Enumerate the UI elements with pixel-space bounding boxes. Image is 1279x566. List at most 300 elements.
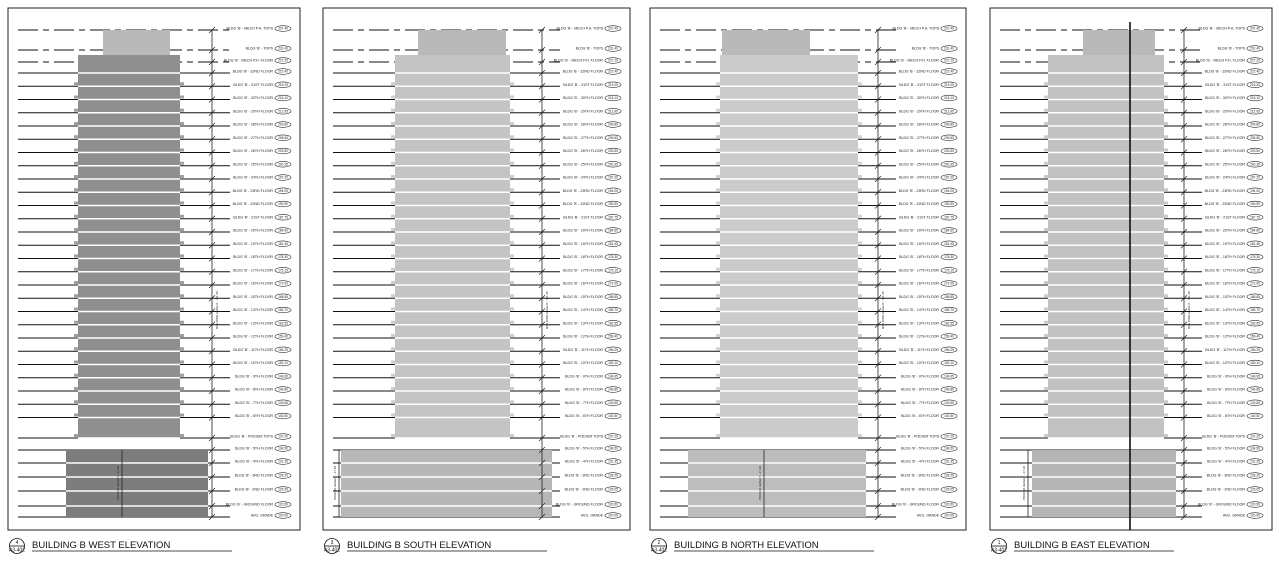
level-label: BLDG 'B' - GROUND FLOOR: [225, 502, 273, 507]
level-label: BLDG 'B' - 32ND FLOOR: [898, 69, 939, 74]
elevation-tag-value: 149.95: [944, 374, 954, 379]
elevation-tag-value: 153.10: [944, 361, 954, 366]
elevation-tag-value: 137.20: [608, 434, 618, 439]
level-label: BLDG 'B' - 27TH FLOOR: [899, 135, 939, 140]
level-label: BLDG 'B' - 23RD FLOOR: [1204, 188, 1245, 193]
level-label: BLDG 'B' - 11TH FLOOR: [563, 347, 603, 352]
elevation-tag-value: 184.60: [944, 228, 954, 233]
elevation-tag-value: 125.05: [1250, 487, 1260, 492]
elevation-tag-value: 178.30: [944, 255, 954, 260]
level-label: BLDG 'B' - 28TH FLOOR: [1205, 122, 1245, 127]
level-label: BLDG 'B' - 14TH FLOOR: [1205, 308, 1245, 313]
balcony-edge: [391, 215, 514, 218]
elevation-tag-value: 168.85: [1250, 294, 1260, 299]
mech-penthouse: [722, 30, 810, 55]
balcony-edge: [74, 135, 184, 138]
elevation-tag-value: 237.40: [944, 26, 954, 31]
elevation-tag-value: 227.20: [944, 58, 954, 63]
level-label: BLDG 'B' - 10TH FLOOR: [233, 361, 273, 366]
level-label: BLDG 'B' - 29TH FLOOR: [563, 109, 603, 114]
elevation-tag-value: 168.85: [278, 294, 288, 299]
level-label: BLDG 'B' - 17TH FLOOR: [563, 268, 603, 273]
elevation-tag-value: 159.40: [608, 334, 618, 339]
level-label: BLDG 'B' - 23RD FLOOR: [562, 188, 603, 193]
elevation-tag-value: 149.95: [278, 374, 288, 379]
level-label: BLDG 'B' - 25TH FLOOR: [1205, 162, 1245, 167]
level-label: BLDG 'B' - MECH P.H. FLOOR: [1195, 58, 1245, 63]
balcony-edge: [716, 361, 862, 364]
elevation-tag-value: 149.95: [1250, 374, 1260, 379]
elevation-tag-value: 194.05: [278, 188, 288, 193]
level-label: BLDG 'B' - 18TH FLOOR: [563, 255, 603, 260]
elevation-tag-value: 187.75: [944, 215, 954, 220]
level-label: BLDG 'B' - 18TH FLOOR: [233, 255, 273, 260]
level-label: BLDG 'B' - 6TH FLOOR: [565, 414, 603, 419]
balcony-edge: [74, 149, 184, 152]
level-label: BLDG 'B' - 11TH FLOOR: [1205, 347, 1245, 352]
elevation-title: BUILDING B EAST ELEVATION: [1014, 540, 1150, 551]
mech-penthouse: [1083, 30, 1155, 55]
elevation-tag-value: 156.25: [1250, 347, 1260, 352]
elevation-tag-value: 162.55: [944, 321, 954, 326]
elevation-tag-value: 227.20: [608, 58, 618, 63]
balcony-edge: [716, 202, 862, 205]
elevation-tag-value: 212.95: [278, 109, 288, 114]
level-label: BLDG 'B' - 21ST FLOOR: [563, 215, 603, 220]
elevation-tag-value: 216.10: [1250, 96, 1260, 101]
level-label: BLDG 'B' - 27TH FLOOR: [233, 135, 273, 140]
elevation-tag-value: 200.35: [278, 162, 288, 167]
elevation-panel-1: [990, 8, 1272, 554]
balcony-edge: [391, 255, 514, 258]
elevation-tag-value: 222.40: [1250, 69, 1260, 74]
level-label: BLDG 'B' - 21ST FLOOR: [899, 215, 939, 220]
elevation-tag-value: 227.20: [1250, 58, 1260, 63]
balcony-edge: [74, 96, 184, 99]
elevation-tag-value: 197.20: [944, 175, 954, 180]
level-label: BLDG 'B' - GROUND FLOOR: [891, 502, 939, 507]
balcony-edge: [1044, 334, 1168, 337]
level-label: BLDG 'B' - GROUND FLOOR: [555, 502, 603, 507]
balcony-edge: [716, 96, 862, 99]
balcony-edge: [74, 268, 184, 271]
level-label: BLDG 'B' - 6TH FLOOR: [235, 414, 273, 419]
elevation-tag-value: 143.65: [944, 400, 954, 405]
elevation-tag-value: 219.25: [1250, 82, 1260, 87]
balcony-edge: [716, 241, 862, 244]
balcony-edge: [74, 294, 184, 297]
elevation-tag-value: 172.00: [944, 281, 954, 286]
level-label: BLDG 'B' - 2ND FLOOR: [1206, 487, 1245, 492]
elevation-tag-value: 237.40: [278, 26, 288, 31]
balcony-edge: [391, 387, 514, 390]
level-label: BLDG 'B' - 22ND FLOOR: [562, 202, 603, 207]
balcony-edge: [716, 321, 862, 324]
level-label: BLDG 'B' - 11TH FLOOR: [233, 347, 273, 352]
elevation-tag-value: 175.15: [278, 268, 288, 273]
elevation-tag-value: 184.60: [1250, 228, 1260, 233]
level-label: BLDG 'B' - 10TH FLOOR: [563, 361, 603, 366]
level-label: BLDG 'B' - 16TH FLOOR: [233, 281, 273, 286]
elevation-tag-value: 197.20: [1250, 175, 1260, 180]
view-number: 4: [15, 540, 19, 546]
level-label: BLDG 'B' - 12TH FLOOR: [233, 334, 273, 339]
level-label: BLDG 'B' - 30TH FLOOR: [1205, 96, 1245, 101]
podium-height-label: PODIUM HEIGHT - 17.20: [1022, 465, 1026, 501]
level-label: BLDG 'B' - 7TH FLOOR: [235, 400, 273, 405]
balcony-edge: [1044, 281, 1168, 284]
level-label: BLDG 'B' - 15TH FLOOR: [233, 294, 273, 299]
mech-penthouse: [418, 30, 506, 55]
balcony-edge: [1044, 135, 1168, 138]
level-label: BLDG 'B' - 11TH FLOOR: [899, 347, 939, 352]
podium-height-label: PODIUM HEIGHT - 17.20: [333, 465, 337, 501]
level-label: AVG. GRADE: [916, 513, 939, 518]
elevation-tag-value: 184.60: [608, 228, 618, 233]
elevation-tag-value: 143.65: [278, 400, 288, 405]
elevation-tag-value: 140.50: [608, 414, 618, 419]
balcony-edge: [391, 109, 514, 112]
balcony-edge: [391, 374, 514, 377]
balcony-edge: [391, 149, 514, 152]
balcony-edge: [74, 175, 184, 178]
level-label: BLDG 'B' - 26TH FLOOR: [233, 149, 273, 154]
elevation-tag-value: 172.00: [608, 281, 618, 286]
level-label: BLDG 'B' - 13TH FLOOR: [899, 321, 939, 326]
balcony-edge: [74, 308, 184, 311]
elevation-tag-value: 212.95: [1250, 109, 1260, 114]
balcony-edge: [716, 374, 862, 377]
balcony-edge: [716, 400, 862, 403]
level-label: BLDG 'B' - MECH P.H. FLOOR: [889, 58, 939, 63]
elevation-tag-value: 231.40: [278, 46, 288, 51]
level-label: BLDG 'B' - 20TH FLOOR: [899, 228, 939, 233]
balcony-edge: [74, 321, 184, 324]
elevation-tag-value: 203.50: [608, 149, 618, 154]
level-label: BLDG 'B' - 2ND FLOOR: [564, 487, 603, 492]
level-label: BLDG 'B' - 26TH FLOOR: [563, 149, 603, 154]
elevation-panel-3: [323, 8, 630, 554]
balcony-edge: [74, 109, 184, 112]
podium-body: [688, 450, 866, 517]
elevation-tag-value: 206.65: [1250, 135, 1260, 140]
level-label: BLDG 'B' - PODIUM TOPS: [230, 434, 273, 439]
balcony-edge: [74, 374, 184, 377]
elevation-tag-value: 131.35: [1250, 459, 1260, 464]
level-label: BLDG 'B' - 4TH FLOOR: [1207, 459, 1245, 464]
level-label: BLDG 'B' - 3RD FLOOR: [234, 473, 273, 478]
balcony-edge: [1044, 434, 1168, 437]
elevation-tag-value: 120.00: [608, 513, 618, 518]
elevation-tag-value: 181.45: [1250, 241, 1260, 246]
level-label: BLDG 'B' - 22ND FLOOR: [1204, 202, 1245, 207]
balcony-edge: [716, 308, 862, 311]
elevation-tag-value: 168.85: [608, 294, 618, 299]
balcony-edge: [391, 162, 514, 165]
level-label: BLDG 'B' - MECH P.H. FLOOR: [223, 58, 273, 63]
level-label: BLDG 'B' - 10TH FLOOR: [1205, 361, 1245, 366]
level-label: BLDG 'B' - PODIUM TOPS: [560, 434, 603, 439]
balcony-edge: [391, 82, 514, 85]
level-label: BLDG 'B' - GROUND FLOOR: [1197, 502, 1245, 507]
balcony-edge: [74, 334, 184, 337]
level-label: BLDG 'B' - 29TH FLOOR: [899, 109, 939, 114]
elevation-tag-value: 212.95: [608, 109, 618, 114]
balcony-edge: [716, 188, 862, 191]
elevation-tag-value: 237.40: [608, 26, 618, 31]
balcony-edge: [716, 268, 862, 271]
level-label: BLDG 'B' - 27TH FLOOR: [1205, 135, 1245, 140]
balcony-edge: [1044, 347, 1168, 350]
level-label: BLDG 'B' - 13TH FLOOR: [1205, 321, 1245, 326]
level-label: BLDG 'B' - 31ST FLOOR: [563, 82, 603, 87]
level-label: BLDG 'B' - 26TH FLOOR: [899, 149, 939, 154]
level-label: BLDG 'B' - 15TH FLOOR: [1205, 294, 1245, 299]
elevation-tag-value: 200.35: [608, 162, 618, 167]
level-label: BLDG 'B' - 28TH FLOOR: [563, 122, 603, 127]
balcony-edge: [74, 228, 184, 231]
elevation-tag-value: 153.10: [278, 361, 288, 366]
balcony-edge: [716, 347, 862, 350]
balcony-edge: [391, 347, 514, 350]
level-label: AVG. GRADE: [1222, 513, 1245, 518]
balcony-edge: [74, 202, 184, 205]
elevation-tag-value: 216.10: [944, 96, 954, 101]
level-label: BLDG 'B' - 12TH FLOOR: [563, 334, 603, 339]
level-label: BLDG 'B' - MECH P.H. TOPS: [1198, 26, 1245, 31]
view-number: 2: [657, 540, 661, 546]
elevation-tag-value: 187.75: [1250, 215, 1260, 220]
elevation-tag-value: 209.80: [278, 122, 288, 127]
level-label: BLDG 'B' - 4TH FLOOR: [901, 459, 939, 464]
level-label: BLDG 'B' - 5TH FLOOR: [565, 446, 603, 451]
level-label: BLDG 'B' - 6TH FLOOR: [1207, 414, 1245, 419]
elevation-tag-value: 212.95: [944, 109, 954, 114]
elevation-tag-value: 231.40: [944, 46, 954, 51]
level-label: BLDG 'B' - 16TH FLOOR: [1205, 281, 1245, 286]
balcony-edge: [74, 241, 184, 244]
balcony-edge: [716, 175, 862, 178]
elevation-tag-value: 190.90: [608, 202, 618, 207]
level-label: BLDG 'B' - 29TH FLOOR: [1205, 109, 1245, 114]
sheet-reference: A3-402: [8, 547, 26, 554]
elevation-tag-value: 190.90: [944, 202, 954, 207]
level-label: BLDG 'B' - 28TH FLOOR: [233, 122, 273, 127]
level-label: BLDG 'B' - 5TH FLOOR: [901, 446, 939, 451]
level-label: BLDG 'B' - 25TH FLOOR: [563, 162, 603, 167]
level-label: BLDG 'B' - 25TH FLOOR: [233, 162, 273, 167]
elevation-tag-value: 209.80: [944, 122, 954, 127]
balcony-edge: [716, 414, 862, 417]
elevation-tag-value: 219.25: [278, 82, 288, 87]
elevation-tag-value: 190.90: [1250, 202, 1260, 207]
balcony-edge: [716, 162, 862, 165]
balcony-edge: [1044, 188, 1168, 191]
elevation-tag-value: 125.05: [944, 487, 954, 492]
balcony-edge: [391, 414, 514, 417]
level-label: BLDG 'B' - 4TH FLOOR: [565, 459, 603, 464]
elevation-tag-value: 181.45: [278, 241, 288, 246]
level-label: BLDG 'B' - 12TH FLOOR: [1205, 334, 1245, 339]
balcony-edge: [391, 96, 514, 99]
elevation-tag-value: 178.30: [608, 255, 618, 260]
elevation-tag-value: 165.70: [608, 308, 618, 313]
elevation-title: BUILDING B WEST ELEVATION: [32, 540, 171, 551]
level-label: BLDG 'B' - 15TH FLOOR: [563, 294, 603, 299]
elevation-tag-value: 168.85: [944, 294, 954, 299]
level-label: BLDG 'B' - 9TH FLOOR: [235, 374, 273, 379]
level-label: BLDG 'B' - 20TH FLOOR: [1205, 228, 1245, 233]
elevation-tag-value: 146.80: [944, 387, 954, 392]
elevation-tag-value: 216.10: [278, 96, 288, 101]
level-label: BLDG 'B' - 31ST FLOOR: [899, 82, 939, 87]
level-label: BLDG 'B' - MECH P.H. TOPS: [892, 26, 939, 31]
elevation-tag-value: 146.80: [608, 387, 618, 392]
elevation-tag-value: 134.50: [944, 446, 954, 451]
level-label: BLDG 'B' - 21ST FLOOR: [233, 215, 273, 220]
level-label: BLDG 'B' - 29TH FLOOR: [233, 109, 273, 114]
balcony-edge: [1044, 109, 1168, 112]
elevation-tag-value: 172.00: [278, 281, 288, 286]
level-label: BLDG 'B' - 27TH FLOOR: [563, 135, 603, 140]
level-label: BLDG 'B' - TOPS: [245, 46, 273, 51]
level-label: BLDG 'B' - PODIUM TOPS: [896, 434, 939, 439]
balcony-edge: [1044, 374, 1168, 377]
level-label: BLDG 'B' - 28TH FLOOR: [899, 122, 939, 127]
elevation-tag-value: 128.20: [278, 473, 288, 478]
elevation-tag-value: 184.60: [278, 228, 288, 233]
podium-body: [341, 450, 552, 517]
level-label: BLDG 'B' - 12TH FLOOR: [899, 334, 939, 339]
balcony-edge: [716, 281, 862, 284]
level-label: BLDG 'B' - 17TH FLOOR: [1205, 268, 1245, 273]
elevation-tag-value: 140.50: [278, 414, 288, 419]
balcony-edge: [716, 109, 862, 112]
elevation-tag-value: 222.40: [608, 69, 618, 74]
elevation-tag-value: 187.75: [608, 215, 618, 220]
sheet-reference: A3-402: [650, 547, 668, 554]
balcony-edge: [1044, 215, 1168, 218]
balcony-edge: [391, 188, 514, 191]
balcony-edge: [391, 268, 514, 271]
elevation-tag-value: 178.30: [278, 255, 288, 260]
elevation-tag-value: 194.05: [1250, 188, 1260, 193]
elevation-tag-value: 162.55: [1250, 321, 1260, 326]
balcony-edge: [1044, 228, 1168, 231]
level-label: BLDG 'B' - 19TH FLOOR: [563, 241, 603, 246]
elevation-tag-value: 120.50: [944, 502, 954, 507]
level-label: BLDG 'B' - 23RD FLOOR: [232, 188, 273, 193]
elevation-tag-value: 165.70: [944, 308, 954, 313]
level-label: BLDG 'B' - 5TH FLOOR: [235, 446, 273, 451]
elevation-tag-value: 128.20: [944, 473, 954, 478]
level-label: BLDG 'B' - 17TH FLOOR: [233, 268, 273, 273]
balcony-edge: [1044, 294, 1168, 297]
elevation-tag-value: 146.80: [1250, 387, 1260, 392]
elevation-tag-value: 134.50: [278, 446, 288, 451]
elevation-tag-value: 162.55: [608, 321, 618, 326]
elevation-tag-value: 200.35: [944, 162, 954, 167]
level-label: BLDG 'B' - 19TH FLOOR: [899, 241, 939, 246]
level-label: BLDG 'B' - 8TH FLOOR: [1207, 387, 1245, 392]
balcony-edge: [391, 434, 514, 437]
level-label: BLDG 'B' - 2ND FLOOR: [900, 487, 939, 492]
elevation-panel-4: [8, 8, 300, 554]
podium-height-label: PODIUM HEIGHT - 17.20: [116, 465, 120, 501]
elevation-tag-value: 197.20: [278, 175, 288, 180]
level-label: BLDG 'B' - 32ND FLOOR: [1204, 69, 1245, 74]
elevation-tag-value: 181.45: [608, 241, 618, 246]
balcony-edge: [716, 215, 862, 218]
level-label: BLDG 'B' - 26TH FLOOR: [1205, 149, 1245, 154]
elevation-tag-value: 216.10: [608, 96, 618, 101]
balcony-edge: [74, 255, 184, 258]
elevation-tag-value: 120.50: [608, 502, 618, 507]
balcony-edge: [716, 82, 862, 85]
balcony-edge: [1044, 361, 1168, 364]
elevation-tag-value: 178.30: [1250, 255, 1260, 260]
elevation-tag-value: 190.90: [278, 202, 288, 207]
elevation-tag-value: 134.50: [608, 446, 618, 451]
balcony-edge: [1044, 202, 1168, 205]
level-label: BLDG 'B' - 4TH FLOOR: [235, 459, 273, 464]
balcony-edge: [391, 135, 514, 138]
level-label: BLDG 'B' - 15TH FLOOR: [899, 294, 939, 299]
view-number: 3: [330, 540, 334, 546]
balcony-edge: [1044, 149, 1168, 152]
balcony-edge: [1044, 308, 1168, 311]
balcony-edge: [391, 202, 514, 205]
elevation-tag-value: 153.10: [1250, 361, 1260, 366]
elevation-tag-value: 156.25: [944, 347, 954, 352]
level-label: BLDG 'B' - 9TH FLOOR: [1207, 374, 1245, 379]
level-label: AVG. GRADE: [580, 513, 603, 518]
podium-body: [66, 450, 208, 517]
balcony-edge: [716, 387, 862, 390]
elevation-tag-value: 237.40: [1250, 26, 1260, 31]
elevation-tag-value: 206.65: [944, 135, 954, 140]
level-label: BLDG 'B' - 14TH FLOOR: [563, 308, 603, 313]
level-label: BLDG 'B' - 18TH FLOOR: [899, 255, 939, 260]
elevation-tag-value: 120.00: [1250, 513, 1260, 518]
level-label: BLDG 'B' - 6TH FLOOR: [901, 414, 939, 419]
balcony-edge: [74, 347, 184, 350]
level-label: BLDG 'B' - PODIUM TOPS: [1202, 434, 1245, 439]
building-height-label: BUILDING HEIGHT - 111.60: [215, 291, 219, 329]
level-label: BLDG 'B' - 8TH FLOOR: [235, 387, 273, 392]
building-height-label: BUILDING HEIGHT - 111.60: [1187, 291, 1191, 329]
balcony-edge: [74, 162, 184, 165]
elevation-tag-value: 125.05: [278, 487, 288, 492]
balcony-edge: [1044, 387, 1168, 390]
elevation-tag-value: 194.05: [608, 188, 618, 193]
elevation-tag-value: 140.50: [1250, 414, 1260, 419]
elevation-tag-value: 137.20: [1250, 434, 1260, 439]
elevation-tag-value: 231.40: [608, 46, 618, 51]
balcony-edge: [391, 241, 514, 244]
level-label: BLDG 'B' - 30TH FLOOR: [899, 96, 939, 101]
balcony-edge: [716, 135, 862, 138]
elevation-tag-value: 231.40: [1250, 46, 1260, 51]
balcony-edge: [1044, 96, 1168, 99]
elevation-tag-value: 128.20: [608, 473, 618, 478]
elevation-tag-value: 137.20: [278, 434, 288, 439]
balcony-edge: [1044, 122, 1168, 125]
podium-body: [1032, 450, 1176, 517]
elevation-tag-value: 128.20: [1250, 473, 1260, 478]
elevation-tag-value: 165.70: [278, 308, 288, 313]
level-label: BLDG 'B' - 9TH FLOOR: [565, 374, 603, 379]
